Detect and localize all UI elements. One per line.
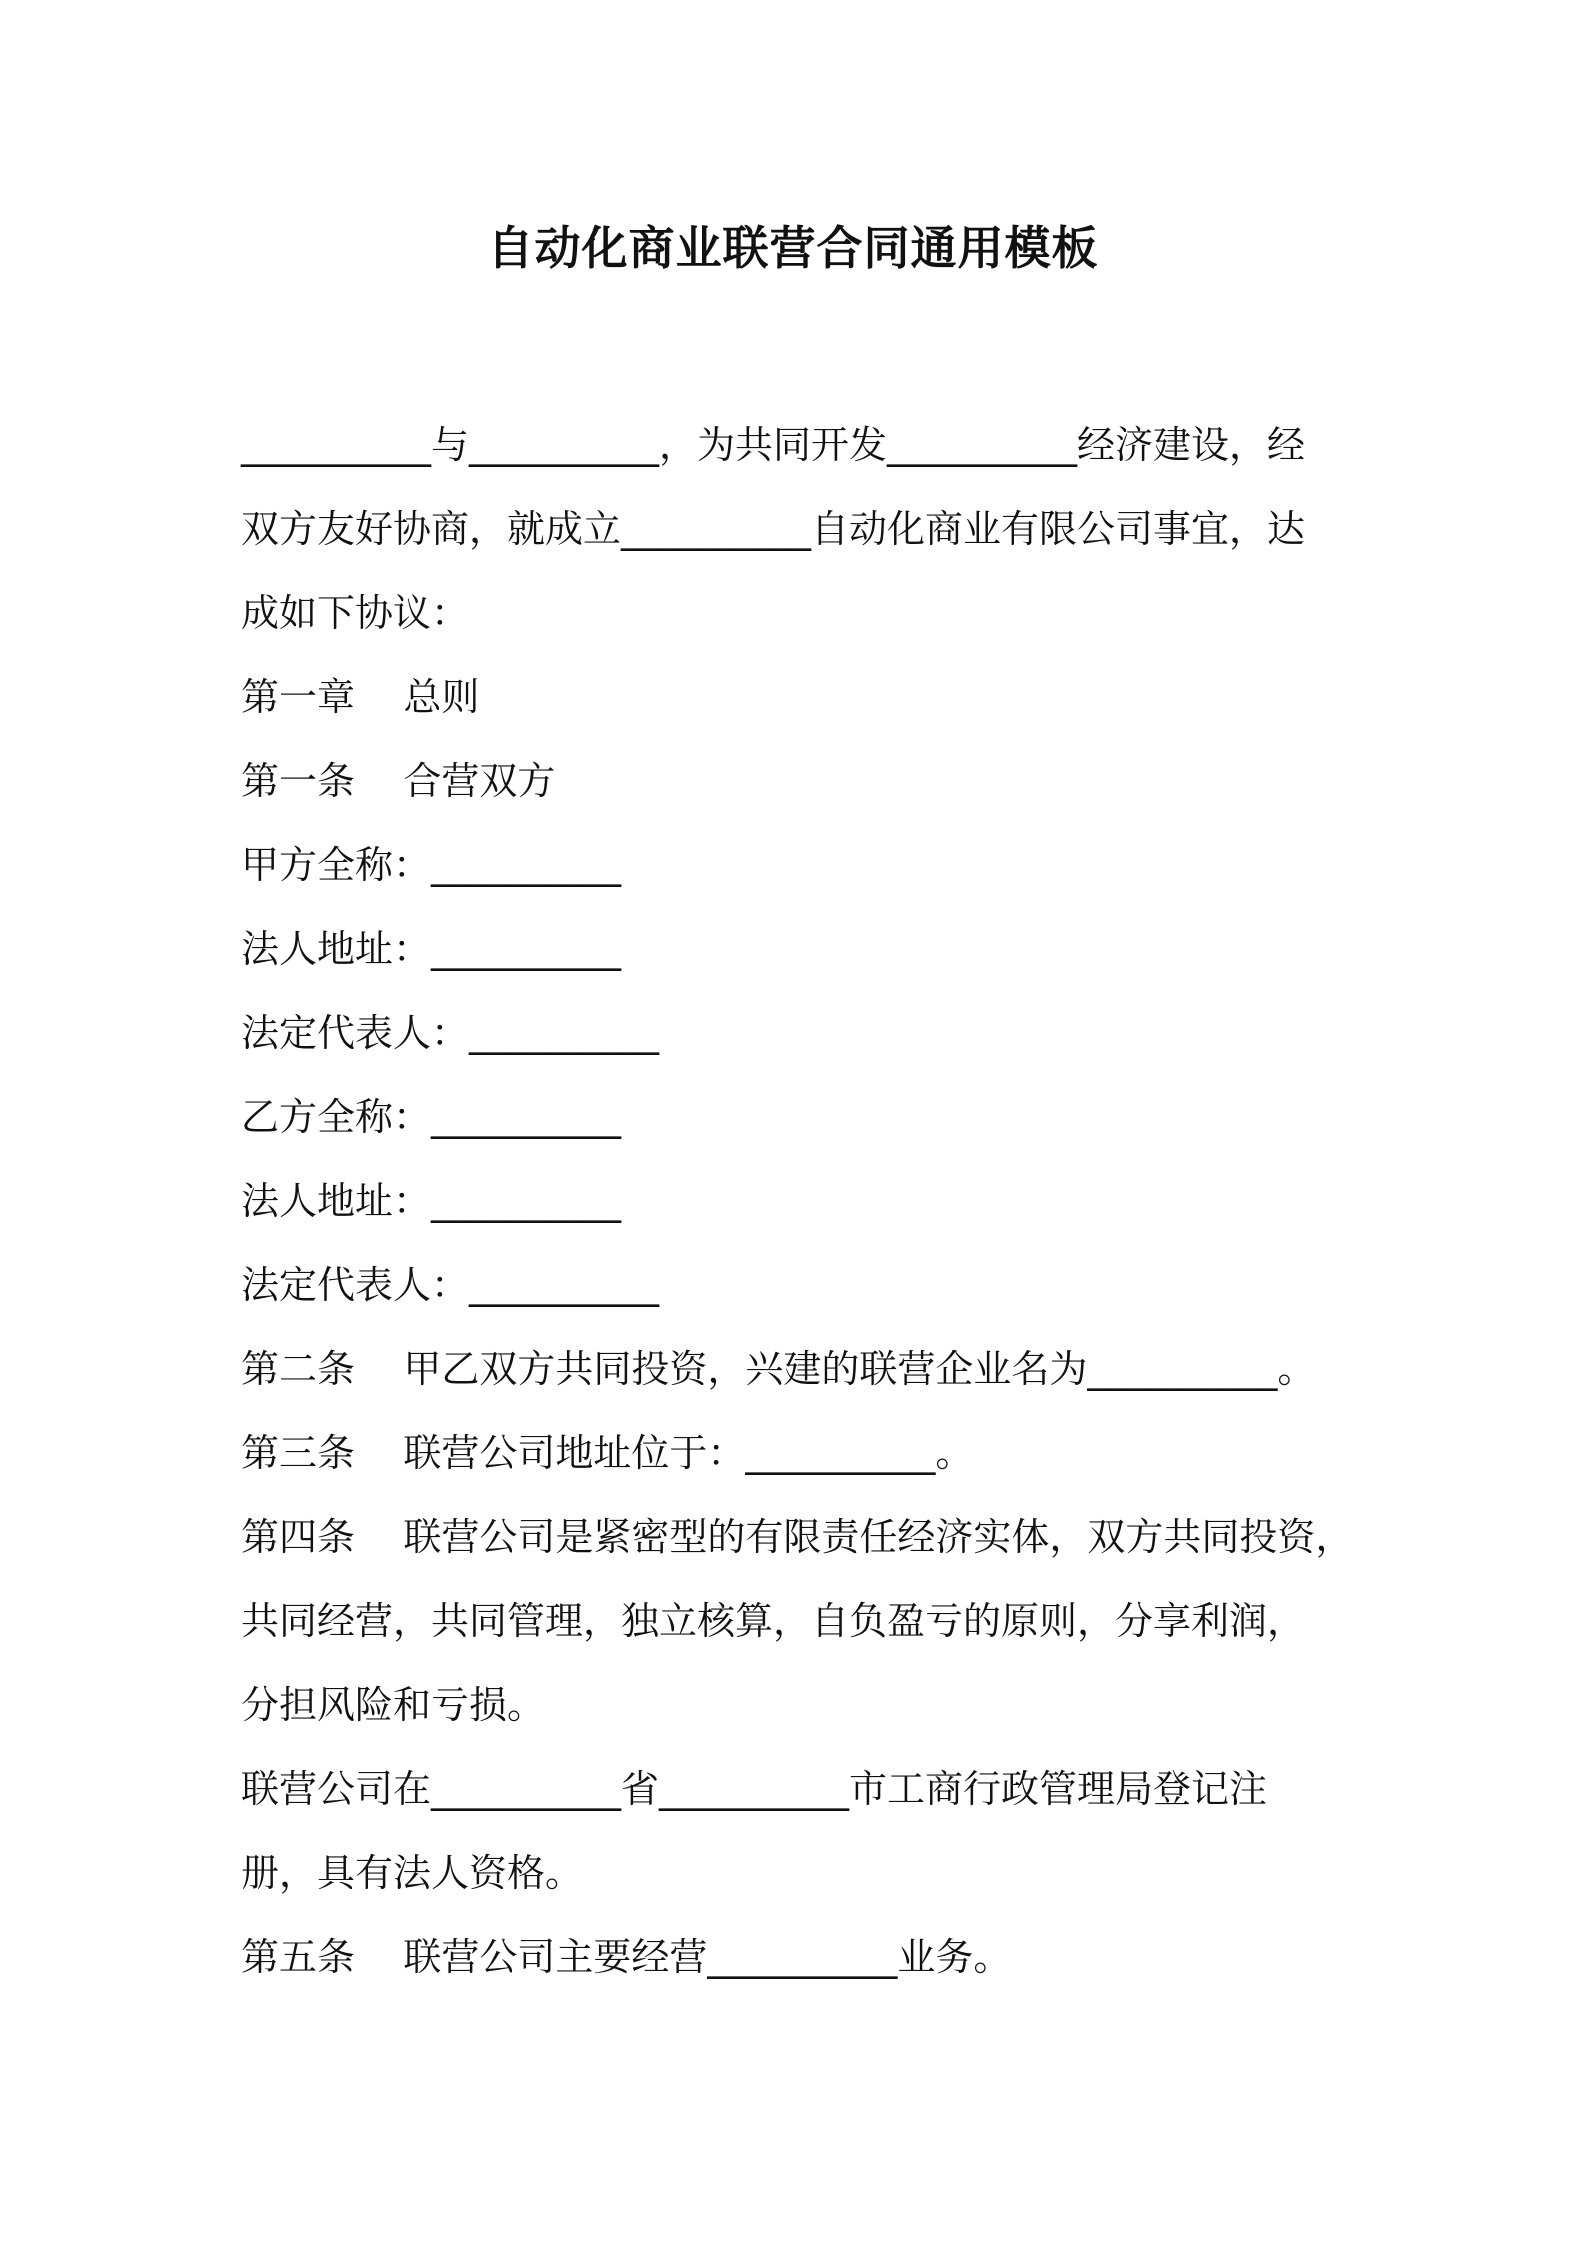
- body-line: 共同经营，共同管理，独立核算，自负盈亏的原则，分享利润，: [241, 1599, 1306, 1643]
- party-a-name-field: 甲方全称：__________: [241, 843, 622, 887]
- body-line: 分担风险和亏损。: [241, 1683, 546, 1727]
- body-line: 联营公司在__________省__________市工商行政管理局登记注: [241, 1767, 1268, 1811]
- body-line: __________与__________，为共同开发__________经济建设，经: [241, 423, 1306, 467]
- article-three: 第三条 联营公司地址位于：__________。: [241, 1431, 974, 1475]
- article-five: 第五条 联营公司主要经营__________业务。: [241, 1935, 1012, 1979]
- body-line: 成如下协议：: [241, 591, 470, 635]
- chapter-heading: 第一章 总则: [241, 675, 480, 719]
- document-body: [241, 403, 1381, 1999]
- body-line: 册，具有法人资格。: [241, 1851, 584, 1895]
- party-a-representative-field: 法定代表人：__________: [241, 1011, 660, 1055]
- article-four: 第四条 联营公司是紧密型的有限责任经济实体，双方共同投资，: [241, 1515, 1354, 1559]
- party-b-address-field: 法人地址：__________: [241, 1179, 622, 1223]
- party-b-representative-field: 法定代表人：__________: [241, 1263, 660, 1307]
- body-line: 双方友好协商，就成立__________自动化商业有限公司事宜，达: [241, 507, 1306, 551]
- article-heading: 第一条 合营双方: [241, 759, 556, 803]
- document-title: 自动化商业联营合同通用模板: [487, 221, 1099, 275]
- party-b-name-field: 乙方全称：__________: [241, 1095, 622, 1139]
- article-two: 第二条 甲乙双方共同投资，兴建的联营企业名为__________。: [241, 1347, 1316, 1391]
- party-a-address-field: 法人地址：__________: [241, 927, 622, 971]
